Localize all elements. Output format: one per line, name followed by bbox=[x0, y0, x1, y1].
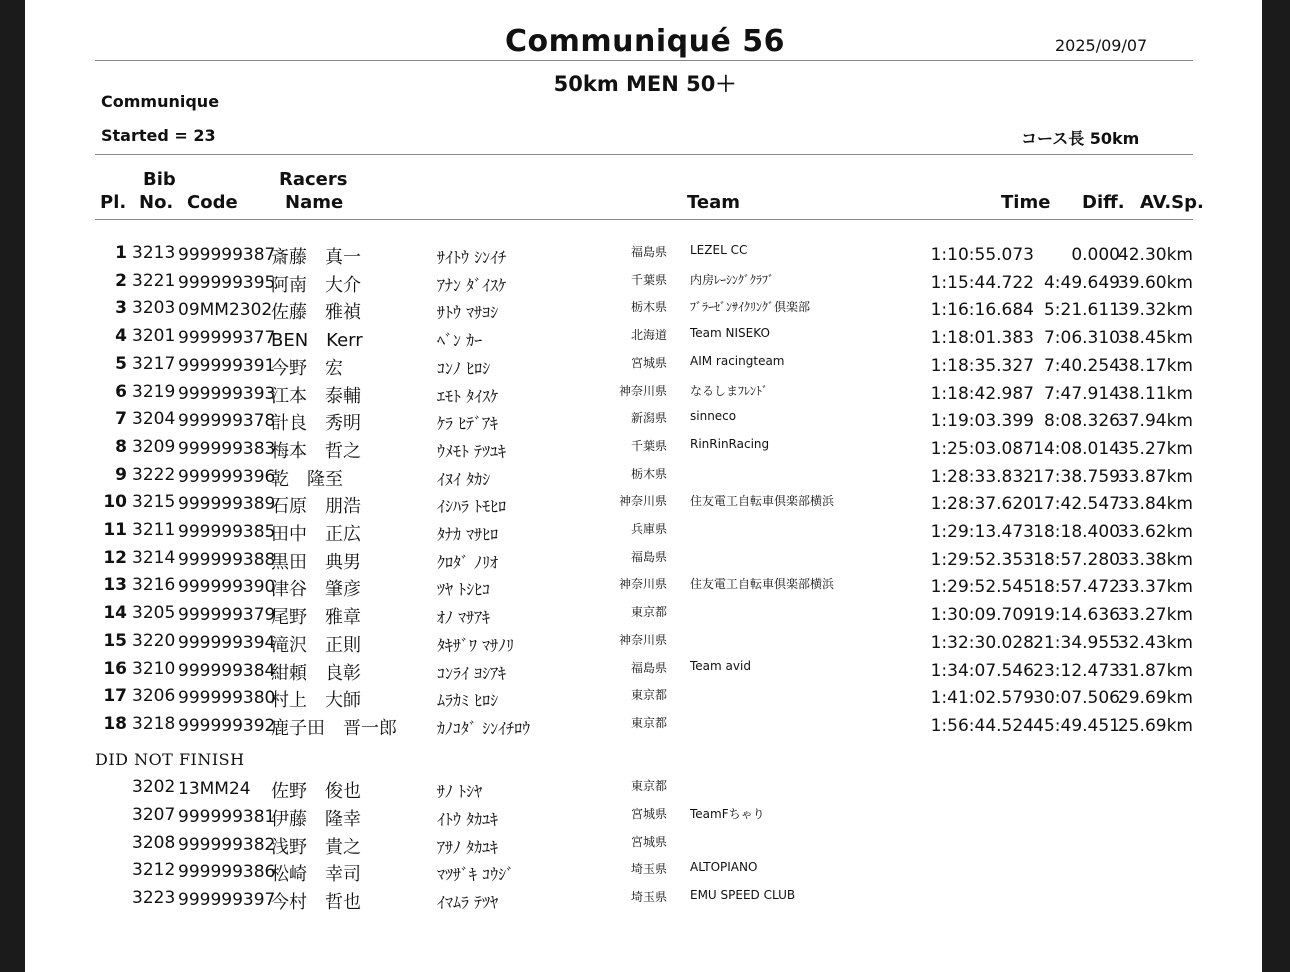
time-cell: 1:16:16.684 bbox=[930, 300, 1034, 321]
racer-kana-cell: ﾀｷｻﾞﾜ ﾏｻﾉﾘ bbox=[437, 635, 515, 655]
racer-name-cell: 村上 大師 bbox=[271, 690, 361, 712]
place-cell: 10 bbox=[103, 492, 127, 513]
time-cell: 1:18:35.327 bbox=[930, 355, 1034, 376]
racer-kana-cell: ｲﾄｳ ﾀｶﾕｷ bbox=[437, 809, 499, 829]
racer-kana-cell: ﾍﾞﾝ ｶｰ bbox=[437, 331, 483, 351]
bib-cell: 3203 bbox=[132, 298, 176, 319]
bib-cell: 3222 bbox=[132, 464, 176, 485]
dnf-section-label: DID NOT FINISH bbox=[95, 750, 245, 769]
result-row bbox=[0, 409, 1290, 435]
result-row bbox=[0, 465, 1290, 491]
prefecture-cell: 福島県 bbox=[630, 245, 667, 259]
dnf-row bbox=[0, 805, 1290, 831]
team-cell: Team avid bbox=[690, 658, 751, 673]
communique-label: Communique bbox=[101, 92, 220, 111]
racer-name-cell: 今野 宏 bbox=[271, 357, 343, 379]
racer-name-cell: 佐藤 雅禎 bbox=[271, 302, 361, 324]
time-cell: 1:15:44.722 bbox=[930, 272, 1034, 293]
team-cell: LEZEL CC bbox=[690, 243, 748, 257]
racer-name-cell: 浅野 貴之 bbox=[271, 836, 361, 858]
team-cell: sinneco bbox=[690, 409, 737, 424]
bib-cell: 3219 bbox=[132, 381, 176, 402]
diff-cell: 18:57.280 bbox=[1033, 549, 1120, 570]
result-row bbox=[0, 520, 1290, 546]
code-cell: 999999380 bbox=[178, 688, 276, 709]
code-cell: 999999397 bbox=[178, 890, 276, 911]
dnf-row bbox=[0, 833, 1290, 859]
result-row bbox=[0, 354, 1290, 380]
team-cell: Team NISEKO bbox=[690, 326, 770, 341]
document-title: Communiqué 56 bbox=[504, 24, 785, 59]
time-cell: 1:56:44.524 bbox=[930, 715, 1034, 736]
prefecture-cell: 東京都 bbox=[630, 715, 667, 730]
racer-kana-cell: ｱﾅﾝ ﾀﾞｲｽｹ bbox=[437, 275, 507, 295]
code-cell: 09MM2302 bbox=[178, 300, 273, 321]
speed-cell: 37.94km bbox=[1117, 411, 1193, 432]
racer-name-cell: 滝沢 正則 bbox=[271, 634, 361, 656]
time-cell: 1:34:07.546 bbox=[930, 660, 1034, 681]
team-cell: AIM racingteam bbox=[690, 353, 785, 368]
time-cell: 1:19:03.399 bbox=[930, 411, 1034, 432]
place-cell: 9 bbox=[115, 464, 127, 485]
code-cell: 999999389 bbox=[178, 494, 276, 515]
time-cell: 1:10:55.073 bbox=[930, 245, 1034, 265]
team-cell: EMU SPEED CLUB bbox=[690, 888, 796, 903]
racer-name-cell: 黒田 典男 bbox=[271, 551, 361, 573]
racer-kana-cell: ｲﾇｲ ﾀｶｼ bbox=[437, 469, 491, 489]
code-cell: 999999390 bbox=[178, 577, 276, 598]
racer-kana-cell: ｲｼﾊﾗ ﾄﾓﾋﾛ bbox=[437, 497, 507, 517]
speed-cell: 33.27km bbox=[1117, 605, 1193, 626]
bib-cell: 3221 bbox=[132, 270, 176, 291]
place-cell: 17 bbox=[103, 686, 127, 707]
racer-kana-cell: ｻﾉ ﾄｼﾔ bbox=[437, 782, 483, 801]
racer-kana-cell: ﾂﾔ ﾄｼﾋｺ bbox=[437, 580, 491, 600]
result-row bbox=[0, 492, 1290, 518]
diff-cell: 4:49.649 bbox=[1043, 272, 1120, 293]
racer-name-cell: 石原 朋浩 bbox=[271, 496, 361, 518]
prefecture-cell: 埼玉県 bbox=[630, 890, 667, 905]
prefecture-cell: 東京都 bbox=[630, 605, 667, 620]
prefecture-cell: 神奈川県 bbox=[618, 577, 667, 592]
speed-cell: 29.69km bbox=[1117, 688, 1193, 709]
racer-kana-cell: ｺﾝﾉ ﾋﾛｼ bbox=[437, 358, 491, 378]
time-cell: 1:32:30.028 bbox=[930, 632, 1034, 653]
code-cell: 999999392 bbox=[178, 715, 276, 736]
code-cell: 999999385 bbox=[178, 522, 276, 542]
place-cell: 6 bbox=[115, 381, 127, 402]
team-cell: なるしまﾌﾚﾝﾄﾞ bbox=[690, 383, 769, 398]
code-cell: 999999396 bbox=[178, 466, 276, 487]
prefecture-cell: 栃木県 bbox=[630, 300, 667, 315]
diff-cell: 45:49.451 bbox=[1033, 715, 1120, 736]
diff-cell: 23:12.473 bbox=[1033, 660, 1120, 681]
racer-name-cell: 津谷 肇彦 bbox=[271, 579, 361, 601]
time-cell: 1:28:37.620 bbox=[930, 494, 1034, 515]
place-cell: 11 bbox=[103, 520, 127, 540]
bib-cell: 3207 bbox=[132, 804, 176, 825]
bib-cell: 3223 bbox=[132, 888, 176, 909]
result-row bbox=[0, 631, 1290, 657]
prefecture-cell: 福島県 bbox=[630, 660, 667, 675]
result-row bbox=[0, 575, 1290, 601]
prefecture-cell: 神奈川県 bbox=[618, 383, 667, 398]
racer-name-cell: 計良 秀明 bbox=[271, 413, 361, 435]
speed-cell: 39.32km bbox=[1117, 300, 1193, 321]
time-cell: 1:18:42.987 bbox=[930, 383, 1034, 404]
result-row bbox=[0, 271, 1290, 297]
time-cell: 1:41:02.579 bbox=[930, 688, 1034, 709]
time-cell: 1:29:52.545 bbox=[930, 577, 1034, 598]
bib-cell: 3204 bbox=[132, 409, 176, 430]
col-bib: No. bbox=[139, 192, 174, 213]
bib-cell: 3208 bbox=[132, 832, 176, 853]
racer-kana-cell: ｵﾉ ﾏｻｱｷ bbox=[437, 608, 491, 628]
course-length: コース長 50km bbox=[1021, 129, 1140, 148]
time-cell: 1:29:13.473 bbox=[930, 522, 1034, 542]
racer-name-cell: BEN Kerr bbox=[271, 330, 363, 352]
race-category: 50km MEN 50＋ bbox=[553, 72, 737, 96]
diff-cell: 0.000 bbox=[1071, 245, 1120, 265]
speed-cell: 38.17km bbox=[1117, 355, 1193, 376]
place-cell: 7 bbox=[115, 409, 127, 430]
code-cell: 999999379 bbox=[178, 605, 276, 626]
result-row bbox=[0, 243, 1290, 269]
prefecture-cell: 北海道 bbox=[630, 328, 667, 343]
result-row bbox=[0, 603, 1290, 629]
bib-cell: 3209 bbox=[132, 436, 176, 457]
racer-name-cell: 伊藤 隆幸 bbox=[271, 808, 361, 830]
speed-cell: 33.37km bbox=[1117, 577, 1193, 598]
prefecture-cell: 千葉県 bbox=[630, 272, 667, 287]
speed-cell: 31.87km bbox=[1117, 660, 1193, 681]
prefecture-cell: 宮城県 bbox=[630, 834, 667, 849]
started-count: Started = 23 bbox=[101, 126, 216, 145]
result-row bbox=[0, 298, 1290, 324]
bib-cell: 3215 bbox=[132, 492, 176, 513]
bib-cell: 3212 bbox=[132, 860, 176, 881]
prefecture-cell: 神奈川県 bbox=[618, 632, 667, 647]
prefecture-cell: 宮城県 bbox=[630, 355, 667, 370]
diff-cell: 18:57.472 bbox=[1033, 577, 1120, 598]
racer-name-cell: 佐野 俊也 bbox=[271, 781, 361, 802]
code-cell: 999999388 bbox=[178, 549, 276, 570]
racer-kana-cell: ｳﾒﾓﾄ ﾃﾂﾕｷ bbox=[437, 441, 507, 461]
prefecture-cell: 栃木県 bbox=[630, 466, 667, 481]
speed-cell: 38.45km bbox=[1117, 328, 1193, 349]
code-cell: 999999381 bbox=[178, 806, 276, 827]
racer-name-cell: 鹿子田 晋一郎 bbox=[271, 717, 397, 739]
prefecture-cell: 宮城県 bbox=[630, 806, 667, 821]
racer-kana-cell: ｶﾉｺﾀﾞ ｼﾝｲﾁﾛｳ bbox=[437, 718, 531, 738]
diff-cell: 18:18.400 bbox=[1033, 522, 1120, 542]
speed-cell: 33.62km bbox=[1117, 522, 1193, 542]
bib-cell: 3217 bbox=[132, 353, 176, 374]
prefecture-cell: 兵庫県 bbox=[630, 522, 667, 536]
racer-name-cell: 江本 泰輔 bbox=[271, 385, 361, 407]
col-bib-top: Bib bbox=[143, 169, 176, 190]
team-cell: ﾌﾞﾗｰｾﾞﾝｻｲｸﾘﾝｸﾞ倶楽部 bbox=[690, 300, 811, 315]
speed-cell: 25.69km bbox=[1117, 715, 1193, 736]
racer-kana-cell: ｱｻﾉ ﾀｶﾕｷ bbox=[437, 837, 499, 857]
col-time: Time bbox=[1001, 192, 1051, 213]
diff-cell: 14:08.014 bbox=[1033, 438, 1120, 459]
place-cell: 4 bbox=[115, 326, 127, 347]
result-row bbox=[0, 686, 1290, 712]
result-row bbox=[0, 714, 1290, 740]
place-cell: 14 bbox=[103, 603, 127, 624]
place-cell: 13 bbox=[103, 575, 127, 596]
racer-name-cell: 田中 正広 bbox=[271, 524, 361, 545]
time-cell: 1:29:52.353 bbox=[930, 549, 1034, 570]
racer-kana-cell: ﾀﾅｶ ﾏｻﾋﾛ bbox=[437, 525, 499, 544]
col-racers-top: Racers bbox=[279, 169, 348, 190]
place-cell: 3 bbox=[115, 298, 127, 319]
place-cell: 8 bbox=[115, 436, 127, 457]
bib-cell: 3218 bbox=[132, 713, 176, 734]
header-divider bbox=[95, 154, 1193, 155]
col-code: Code bbox=[187, 192, 238, 213]
code-cell: 999999387 bbox=[178, 245, 276, 265]
place-cell: 5 bbox=[115, 353, 127, 374]
racer-kana-cell: ﾏﾂｻﾞｷ ｺｳｼﾞ bbox=[437, 865, 515, 885]
prefecture-cell: 福島県 bbox=[630, 549, 667, 564]
speed-cell: 33.87km bbox=[1117, 466, 1193, 487]
racer-name-cell: 梅本 哲之 bbox=[271, 440, 361, 462]
diff-cell: 5:21.611 bbox=[1043, 300, 1120, 321]
place-cell: 12 bbox=[103, 547, 127, 568]
code-cell: 999999393 bbox=[178, 383, 276, 404]
racer-name-cell: 乾 隆至 bbox=[271, 468, 343, 490]
team-cell: 住友電工自転車倶楽部横浜 bbox=[690, 577, 835, 592]
time-cell: 1:30:09.709 bbox=[930, 605, 1034, 626]
document-date: 2025/09/07 bbox=[1055, 36, 1148, 55]
racer-name-cell: 紺頼 良彰 bbox=[271, 662, 361, 684]
racer-name-cell: 尾野 雅章 bbox=[271, 607, 361, 629]
bib-cell: 3216 bbox=[132, 575, 176, 596]
team-cell: 内房ﾚｰｼﾝｸﾞｸﾗﾌﾞ bbox=[690, 272, 775, 287]
speed-cell: 33.84km bbox=[1117, 494, 1193, 515]
code-cell: 999999377 bbox=[178, 328, 276, 349]
team-cell: 住友電工自転車倶楽部横浜 bbox=[690, 494, 835, 509]
speed-cell: 39.60km bbox=[1117, 272, 1193, 293]
diff-cell: 7:06.310 bbox=[1043, 328, 1120, 349]
place-cell: 2 bbox=[115, 270, 127, 291]
team-cell: TeamFちゃり bbox=[690, 806, 765, 821]
bib-cell: 3210 bbox=[132, 658, 176, 679]
code-cell: 13MM24 bbox=[178, 779, 251, 799]
place-cell: 15 bbox=[103, 630, 127, 651]
col-place: Pl. bbox=[100, 192, 127, 213]
prefecture-cell: 新潟県 bbox=[630, 411, 667, 426]
result-row bbox=[0, 326, 1290, 352]
code-cell: 999999378 bbox=[178, 411, 276, 432]
bib-cell: 3206 bbox=[132, 686, 176, 707]
result-row bbox=[0, 382, 1290, 408]
code-cell: 999999382 bbox=[178, 834, 276, 855]
prefecture-cell: 千葉県 bbox=[630, 438, 667, 453]
racer-name-cell: 松崎 幸司 bbox=[271, 864, 361, 886]
diff-cell: 7:47.914 bbox=[1043, 383, 1120, 404]
result-row bbox=[0, 437, 1290, 463]
speed-cell: 33.38km bbox=[1117, 549, 1193, 570]
col-diff: Diff. bbox=[1082, 192, 1125, 213]
code-cell: 999999384 bbox=[178, 660, 276, 681]
bib-cell: 3201 bbox=[132, 326, 176, 347]
diff-cell: 21:34.955 bbox=[1033, 632, 1120, 653]
bib-cell: 3213 bbox=[132, 243, 176, 263]
col-speed: AV.Sp. bbox=[1140, 192, 1204, 213]
speed-cell: 35.27km bbox=[1117, 438, 1193, 459]
speed-cell: 32.43km bbox=[1117, 632, 1193, 653]
racer-kana-cell: ｴﾓﾄ ﾀｲｽｹ bbox=[437, 386, 499, 406]
speed-cell: 42.30km bbox=[1117, 245, 1193, 265]
racer-kana-cell: ｻｲﾄｳ ｼﾝｲﾁ bbox=[437, 248, 507, 267]
code-cell: 999999383 bbox=[178, 438, 276, 459]
racer-kana-cell: ｻﾄｳ ﾏｻﾖｼ bbox=[437, 303, 499, 323]
diff-cell: 17:38.759 bbox=[1033, 466, 1120, 487]
bib-cell: 3205 bbox=[132, 603, 176, 624]
title-divider bbox=[95, 60, 1193, 61]
code-cell: 999999394 bbox=[178, 632, 276, 653]
racer-kana-cell: ｺﾝﾗｲ ﾖｼｱｷ bbox=[437, 663, 507, 683]
racer-name-cell: 阿南 大介 bbox=[271, 274, 361, 296]
team-cell: RinRinRacing bbox=[690, 436, 770, 451]
racer-kana-cell: ｹﾗ ﾋﾃﾞｱｷ bbox=[437, 414, 499, 434]
prefecture-cell: 埼玉県 bbox=[630, 862, 667, 877]
result-row bbox=[0, 548, 1290, 574]
code-cell: 999999395 bbox=[178, 272, 276, 293]
diff-cell: 7:40.254 bbox=[1043, 355, 1120, 376]
dnf-row bbox=[0, 777, 1290, 803]
racer-kana-cell: ﾑﾗｶﾐ ﾋﾛｼ bbox=[437, 691, 499, 711]
prefecture-cell: 神奈川県 bbox=[618, 494, 667, 509]
diff-cell: 17:42.547 bbox=[1033, 494, 1120, 515]
time-cell: 1:18:01.383 bbox=[930, 328, 1034, 349]
team-cell: ALTOPIANO bbox=[690, 860, 758, 875]
place-cell: 18 bbox=[103, 713, 127, 734]
prefecture-cell: 東京都 bbox=[630, 779, 667, 793]
diff-cell: 8:08.326 bbox=[1043, 411, 1120, 432]
result-row bbox=[0, 659, 1290, 685]
racer-name-cell: 今村 哲也 bbox=[271, 892, 361, 914]
diff-cell: 30:07.506 bbox=[1033, 688, 1120, 709]
col-team: Team bbox=[687, 192, 740, 213]
dnf-row bbox=[0, 888, 1290, 914]
time-cell: 1:25:03.087 bbox=[930, 438, 1034, 459]
racer-kana-cell: ｸﾛﾀﾞ ﾉﾘｵ bbox=[437, 552, 499, 572]
col-name: Name bbox=[285, 192, 344, 213]
racer-name-cell: 斎藤 真一 bbox=[271, 247, 361, 268]
column-header-divider bbox=[95, 219, 1193, 220]
place-cell: 1 bbox=[115, 243, 127, 263]
speed-cell: 38.11km bbox=[1117, 383, 1193, 404]
racer-kana-cell: ｲﾏﾑﾗ ﾃﾂﾔ bbox=[437, 893, 499, 913]
dnf-row bbox=[0, 860, 1290, 886]
code-cell: 999999386 bbox=[178, 862, 276, 883]
bib-cell: 3220 bbox=[132, 630, 176, 651]
time-cell: 1:28:33.832 bbox=[930, 466, 1034, 487]
diff-cell: 19:14.636 bbox=[1033, 605, 1120, 626]
bib-cell: 3202 bbox=[132, 777, 176, 797]
place-cell: 16 bbox=[103, 658, 127, 679]
code-cell: 999999391 bbox=[178, 355, 276, 376]
bib-cell: 3214 bbox=[132, 547, 176, 568]
bib-cell: 3211 bbox=[132, 520, 176, 540]
prefecture-cell: 東京都 bbox=[630, 688, 667, 703]
